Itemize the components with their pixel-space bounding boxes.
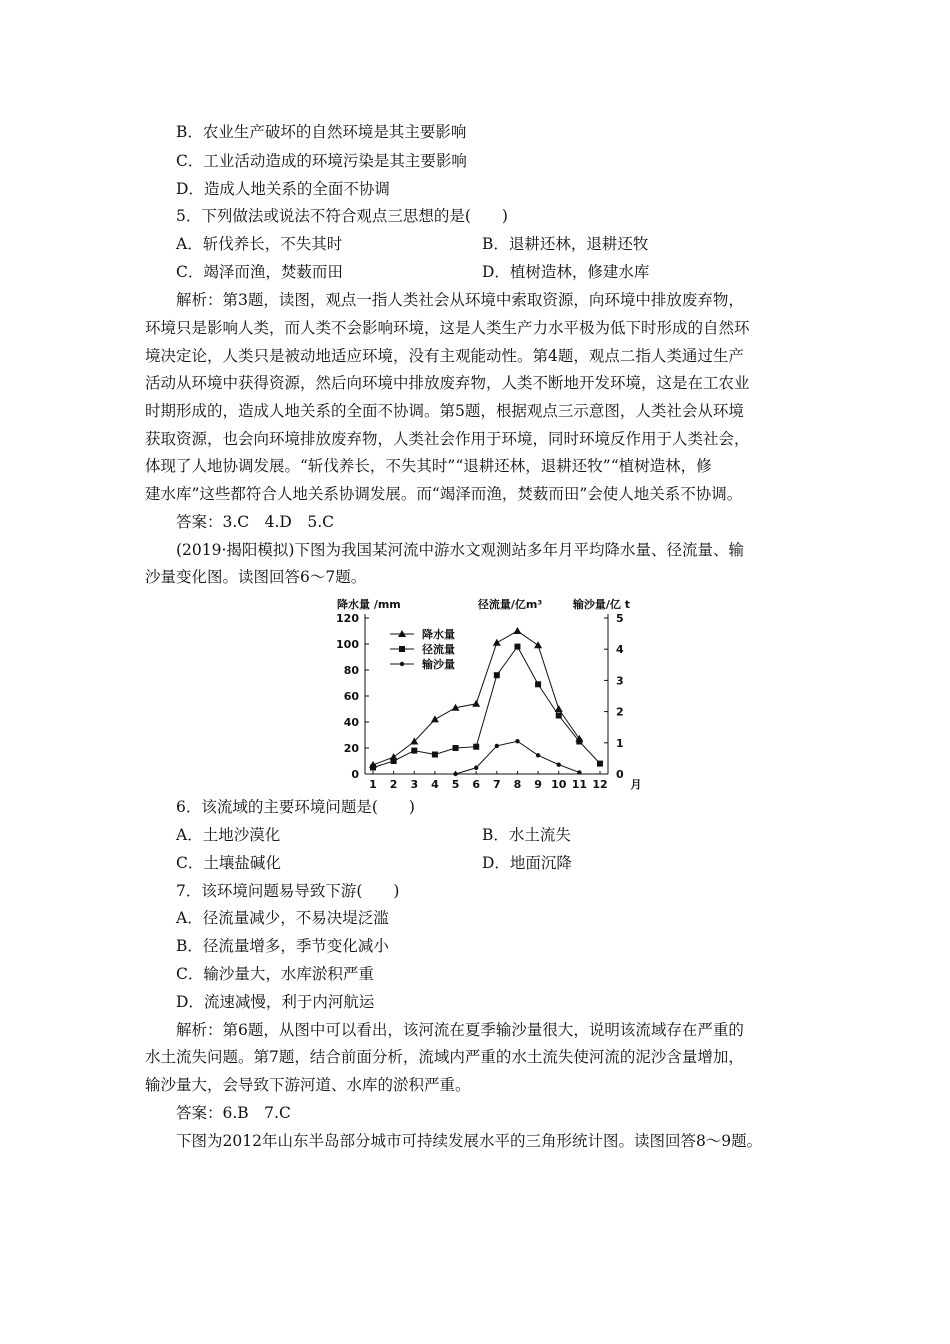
right-tick-label: 1 [616,736,624,750]
intro-2-line: 沙量变化图。读图回答6～7题。 [145,568,367,586]
data-point-3 [474,766,478,770]
option-5c: C．竭泽而渔，焚薮而田 [176,263,343,281]
data-point-2 [370,765,376,771]
data-point-1 [472,700,480,707]
option-5b: B．退耕还林，退耕还牧 [482,235,649,253]
x-tick-label: 3 [410,778,419,791]
explanation-2-line: 解析：第6题，从图中可以看出，该河流在夏季输沙量很大，说明该流域存在严重的 [176,1021,744,1039]
option-6c: C．土壤盐碱化 [176,854,281,872]
data-point-2 [556,713,562,719]
right-tick-label: 4 [616,643,624,657]
option-5d: D．植树造林，修建水库 [482,263,650,281]
data-point-2 [453,745,459,751]
x-tick-label: 2 [389,778,398,791]
x-tick-label: 5 [451,778,460,791]
left-tick-label: 0 [351,768,359,781]
x-tick-label: 4 [431,778,439,791]
data-point-3 [515,739,519,743]
x-tick-label: 1 [369,778,377,791]
option-7a: A．径流量减少，不易决堤泛滥 [176,909,389,927]
answer-2: 答案：6.B 7.C [176,1104,291,1122]
data-point-2 [597,761,603,767]
series-line-2 [373,647,600,768]
x-tick-label: 8 [513,778,522,791]
data-point-3 [577,770,581,774]
explanation-1-line: 活动从环境中获得资源，然后向环境中排放废弃物，人类不断地开发环境，这是在工农业 [145,374,750,392]
middle-axis-title: 径流量/亿m³ [477,598,543,611]
option-6d: D．地面沉降 [482,854,572,872]
option-4d: D．造成人地关系的全面不协调 [176,180,390,198]
data-point-3 [495,744,499,748]
hydrology-chart [330,596,660,796]
explanation-1-line: 时期形成的，造成人地关系的全面不协调。第5题，根据观点三示意图，人类社会从环境 [145,402,744,420]
question-6: 6．该流域的主要环境问题是( ) [176,798,415,816]
data-point-1 [513,627,521,634]
right-axis-title: 输沙量/亿 t [572,598,630,611]
data-point-2 [576,739,582,745]
left-tick-label: 60 [343,690,359,703]
question-5: 5．下列做法或说法不符合观点三思想的是( ) [176,207,508,225]
right-tick-label: 2 [616,705,624,719]
legend-label: 降水量 [422,628,455,641]
explanation-1-line: 建水库”这些都符合人地关系协调发展。而“竭泽而渔，焚薮而田”会使人地关系不协调。 [145,485,743,503]
question-7: 7．该环境问题易导致下游( ) [176,882,400,900]
option-7d: D．流速减慢，利于内河航运 [176,993,375,1011]
option-7b: B．径流量增多，季节变化减小 [176,937,389,955]
left-tick-label: 120 [336,612,359,625]
option-7c: C．输沙量大，水库淤积严重 [176,965,374,983]
x-tick-label: 11 [571,778,588,791]
option-4c: C．工业活动造成的环境污染是其主要影响 [176,152,467,170]
legend-marker [399,646,405,652]
left-tick-label: 80 [343,664,359,677]
x-tick-label: 10 [551,778,567,791]
explanation-1-line: 境决定论，人类只是被动地适应环境，没有主观能动性。第4题，观点二指人类通过生产 [145,347,744,365]
explanation-2-line: 水土流失问题。第7题，结合前面分析，流域内严重的水土流失使河流的泥沙含量增加， [145,1048,744,1066]
intro-2-line: (2019·揭阳模拟)下图为我国某河流中游水文观测站多年月平均降水量、径流量、输 [176,541,744,559]
data-point-2 [494,672,500,678]
data-point-3 [453,772,457,776]
right-tick-label: 5 [616,612,624,625]
explanation-1-line: 获取资源，也会向环境排放废弃物，人类社会作用于环境，同时环境反作用于人类社会， [145,430,750,448]
data-point-2 [432,752,438,758]
option-6a: A．土地沙漠化 [176,826,281,844]
intro-3: 下图为2012年山东半岛部分城市可持续发展水平的三角形统计图。读图回答8～9题。 [176,1132,763,1150]
data-point-1 [534,641,542,648]
data-point-3 [536,753,540,757]
explanation-1-line: 解析：第3题，读图，观点一指人类社会从环境中索取资源，向环境中排放废弃物， [176,291,744,309]
legend-marker [400,662,404,666]
data-point-1 [431,715,439,722]
right-tick-label: 0 [616,768,624,781]
x-tick-label: 12 [592,778,608,791]
option-6b: B．水土流失 [482,826,571,844]
legend-label: 径流量 [422,643,455,656]
explanation-1-line: 体现了人地协调发展。“斩伐养长，不失其时”“退耕还林，退耕还牧”“植树造林，修 [145,457,712,475]
left-tick-label: 40 [343,716,359,729]
explanation-2-line: 输沙量大，会导致下游河道、水库的淤积严重。 [145,1076,471,1094]
explanation-1-line: 环境只是影响人类，而人类不会影响环境，这是人类生产力水平极为低下时形成的自然环 [145,319,750,337]
left-tick-label: 100 [336,638,359,651]
left-tick-label: 20 [343,742,359,755]
x-unit-label: 月 [630,778,642,791]
data-point-1 [493,639,501,646]
right-tick-label: 3 [616,674,624,688]
answer-1: 答案：3.C 4.D 5.C [176,513,335,531]
legend-label: 输沙量 [422,658,455,671]
x-tick-label: 6 [472,778,481,791]
x-tick-label: 9 [534,778,542,791]
data-point-2 [514,644,520,650]
data-point-2 [473,744,479,750]
data-point-2 [411,748,417,754]
x-tick-label: 7 [492,778,501,791]
option-5a: A．斩伐养长，不失其时 [176,235,343,253]
data-point-2 [391,758,397,764]
left-axis-title: 降水量 /mm [337,598,401,611]
data-point-3 [557,762,561,766]
data-point-2 [535,681,541,687]
option-4b: B．农业生产破坏的自然环境是其主要影响 [176,123,467,141]
